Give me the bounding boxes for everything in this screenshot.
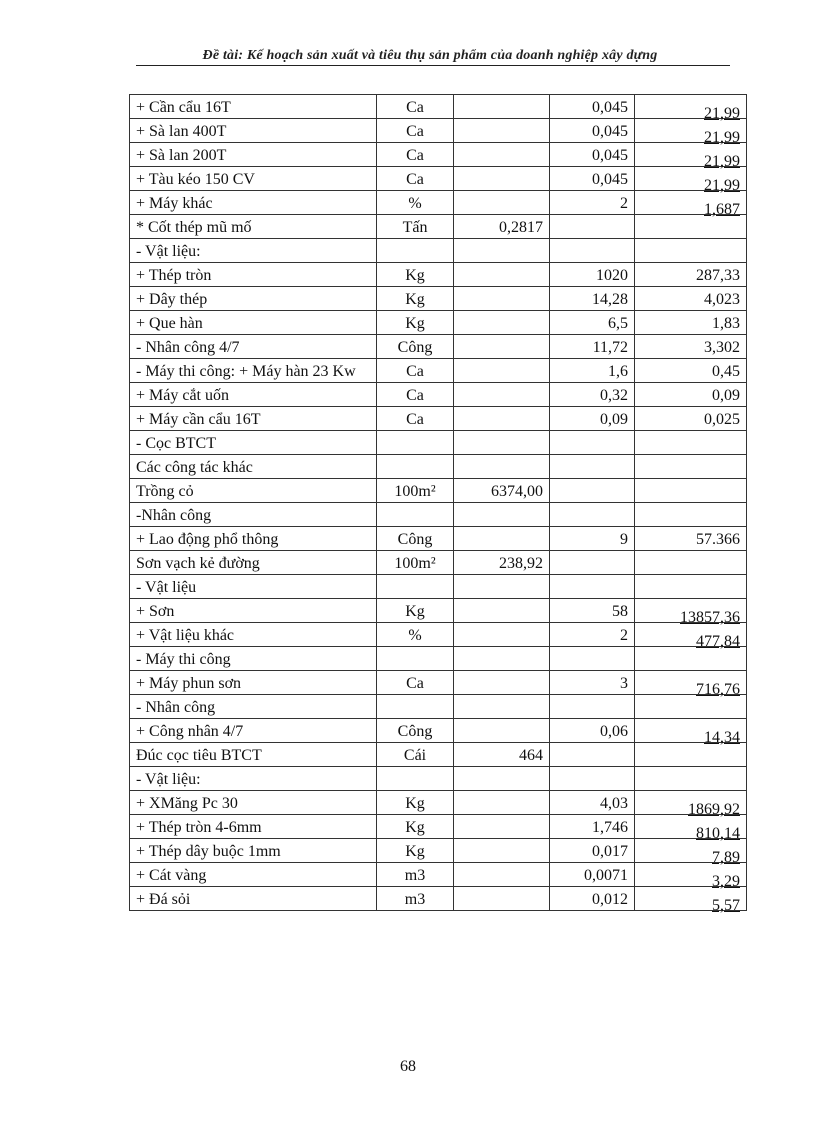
norm-cell — [550, 551, 635, 575]
unit-cell: Kg — [377, 311, 454, 335]
quantity-cell — [454, 311, 550, 335]
unit-cell: Ca — [377, 407, 454, 431]
value-cell — [635, 119, 747, 146]
item-cell: + Thép tròn 4-6mm — [130, 815, 377, 839]
item-cell: - Nhân công — [130, 695, 377, 719]
item-cell: + Máy phun sơn — [130, 671, 377, 695]
value-cell: 1,83 — [635, 311, 747, 335]
quantity-cell — [454, 191, 550, 215]
norm-cell: 0,06 — [550, 719, 635, 743]
item-cell: + Lao động phổ thông — [130, 527, 377, 551]
unit-cell: Ca — [377, 383, 454, 407]
quantity-cell — [454, 359, 550, 383]
value-cell: 0,45 — [635, 359, 747, 383]
value-cell — [635, 863, 747, 890]
value-cell — [635, 431, 747, 455]
value-cell — [635, 623, 747, 650]
item-cell: + Thép dây buộc 1mm — [130, 839, 377, 863]
table-row — [130, 527, 747, 551]
quantity-cell: 238,92 — [454, 551, 550, 575]
table-row — [130, 767, 747, 791]
norm-cell — [550, 575, 635, 599]
table-row — [130, 503, 747, 527]
value-cell — [635, 503, 747, 527]
item-cell: - Vật liệu: — [130, 767, 377, 791]
norm-cell — [550, 647, 635, 671]
table-row — [130, 743, 747, 767]
norm-cell — [550, 239, 635, 263]
table-row — [130, 431, 747, 455]
unit-cell: Kg — [377, 839, 454, 863]
unit-cell: Công — [377, 527, 454, 551]
item-cell: + Dây thép — [130, 287, 377, 311]
unit-cell: % — [377, 623, 454, 647]
value-text: 21,99 — [704, 105, 740, 122]
unit-cell: Kg — [377, 815, 454, 839]
page-number: 68 — [400, 1058, 416, 1075]
quantity-cell — [454, 119, 550, 143]
quantity-cell — [454, 263, 550, 287]
value-cell — [635, 791, 747, 818]
item-cell: + Thép tròn — [130, 263, 377, 287]
quantity-cell — [454, 815, 550, 839]
quantity-cell — [454, 287, 550, 311]
item-cell: - Máy thi công — [130, 647, 377, 671]
quantity-cell — [454, 527, 550, 551]
norm-cell: 6,5 — [550, 311, 635, 335]
value-cell — [635, 191, 747, 218]
quantity-cell — [454, 839, 550, 863]
value-text: 1869,92 — [688, 801, 740, 818]
unit-cell: Công — [377, 335, 454, 359]
unit-cell: Ca — [377, 671, 454, 695]
value-cell — [635, 215, 747, 239]
value-text: 14,34 — [704, 729, 740, 746]
norm-cell: 4,03 — [550, 791, 635, 815]
norm-cell: 0,32 — [550, 383, 635, 407]
item-cell: + Đá sỏi — [130, 887, 377, 911]
value-text: 13857,36 — [680, 609, 740, 626]
value-cell — [635, 479, 747, 503]
table-row — [130, 887, 747, 911]
value-text: 716,76 — [696, 681, 740, 698]
quantity-cell — [454, 791, 550, 815]
table-row — [130, 407, 747, 431]
value-cell: 287,33 — [635, 263, 747, 287]
value-cell — [635, 719, 747, 746]
quantity-cell: 464 — [454, 743, 550, 767]
table-row — [130, 719, 747, 743]
norm-cell: 0,017 — [550, 839, 635, 863]
norm-cell: 11,72 — [550, 335, 635, 359]
table-row — [130, 359, 747, 383]
norm-cell: 2 — [550, 191, 635, 215]
item-cell: * Cốt thép mũ mố — [130, 215, 377, 239]
value-cell — [635, 815, 747, 842]
unit-cell: Kg — [377, 287, 454, 311]
norm-cell: 0,045 — [550, 167, 635, 191]
norm-cell: 1,6 — [550, 359, 635, 383]
value-cell — [635, 167, 747, 194]
value-cell — [635, 575, 747, 599]
unit-cell: Ca — [377, 359, 454, 383]
item-cell: Các công tác khác — [130, 455, 377, 479]
unit-cell: % — [377, 191, 454, 215]
item-cell: - Nhân công 4/7 — [130, 335, 377, 359]
value-cell — [635, 887, 747, 914]
table-row — [130, 167, 747, 191]
value-cell: 3,302 — [635, 335, 747, 359]
item-cell: Trồng cỏ — [130, 479, 377, 503]
quantity-cell — [454, 455, 550, 479]
table-row — [130, 815, 747, 839]
quantity-cell — [454, 431, 550, 455]
page-header — [130, 48, 730, 68]
value-cell — [635, 767, 747, 791]
value-text: 5,57 — [712, 897, 740, 914]
value-text: 21,99 — [704, 153, 740, 170]
table-row — [130, 215, 747, 239]
value-text: 1,687 — [704, 201, 740, 218]
table-row — [130, 287, 747, 311]
quantity-cell: 6374,00 — [454, 479, 550, 503]
table-row — [130, 239, 747, 263]
table-row — [130, 647, 747, 671]
value-cell — [635, 599, 747, 626]
norm-cell: 0,0071 — [550, 863, 635, 887]
table-row — [130, 119, 747, 143]
quantity-cell — [454, 407, 550, 431]
value-text: 810,14 — [696, 825, 740, 842]
norm-cell — [550, 503, 635, 527]
norm-cell: 0,045 — [550, 119, 635, 143]
item-cell: + Sà lan 400T — [130, 119, 377, 143]
item-cell: - Cọc BTCT — [130, 431, 377, 455]
cost-table — [129, 94, 747, 914]
table-row — [130, 143, 747, 167]
unit-cell: Ca — [377, 95, 454, 119]
norm-cell: 2 — [550, 623, 635, 647]
quantity-cell — [454, 599, 550, 623]
unit-cell: m3 — [377, 887, 454, 911]
quantity-cell — [454, 335, 550, 359]
table-row — [130, 191, 747, 215]
value-text: 21,99 — [704, 177, 740, 194]
item-cell: + Công nhân 4/7 — [130, 719, 377, 743]
value-text: 21,99 — [704, 129, 740, 146]
norm-cell: 0,012 — [550, 887, 635, 911]
item-cell: Đúc cọc tiêu BTCT — [130, 743, 377, 767]
quantity-cell — [454, 671, 550, 695]
quantity-cell — [454, 95, 550, 119]
table-row — [130, 839, 747, 863]
unit-cell: 100m² — [377, 479, 454, 503]
table-row — [130, 335, 747, 359]
item-cell: + Máy cần cẩu 16T — [130, 407, 377, 431]
norm-cell: 0,045 — [550, 143, 635, 167]
quantity-cell — [454, 887, 550, 911]
value-cell — [635, 239, 747, 263]
table-row — [130, 695, 747, 719]
item-cell: + Máy cắt uốn — [130, 383, 377, 407]
item-cell: + Tàu kéo 150 CV — [130, 167, 377, 191]
unit-cell — [377, 767, 454, 791]
item-cell: - Máy thi công: + Máy hàn 23 Kw — [130, 359, 377, 383]
unit-cell — [377, 455, 454, 479]
norm-cell — [550, 695, 635, 719]
item-cell: + Sà lan 200T — [130, 143, 377, 167]
table-row — [130, 599, 747, 623]
table-row — [130, 95, 747, 119]
value-cell: 57.366 — [635, 527, 747, 551]
value-cell — [635, 95, 747, 122]
value-cell: 0,09 — [635, 383, 747, 407]
unit-cell: Kg — [377, 791, 454, 815]
value-text: 477,84 — [696, 633, 740, 650]
quantity-cell — [454, 767, 550, 791]
value-cell — [635, 143, 747, 170]
quantity-cell — [454, 863, 550, 887]
item-cell: -Nhân công — [130, 503, 377, 527]
value-cell — [635, 695, 747, 719]
table-row — [130, 671, 747, 695]
norm-cell: 9 — [550, 527, 635, 551]
norm-cell — [550, 479, 635, 503]
norm-cell: 58 — [550, 599, 635, 623]
norm-cell — [550, 431, 635, 455]
unit-cell — [377, 503, 454, 527]
unit-cell: 100m² — [377, 551, 454, 575]
item-cell: + Que hàn — [130, 311, 377, 335]
quantity-cell — [454, 647, 550, 671]
table-row — [130, 791, 747, 815]
value-text: 3,29 — [712, 873, 740, 890]
unit-cell: Ca — [377, 167, 454, 191]
value-text: 7,89 — [712, 849, 740, 866]
norm-cell: 3 — [550, 671, 635, 695]
norm-cell: 14,28 — [550, 287, 635, 311]
item-cell: Sơn vạch kẻ đường — [130, 551, 377, 575]
value-cell — [635, 839, 747, 866]
unit-cell: Ca — [377, 143, 454, 167]
table-row — [130, 383, 747, 407]
table-row — [130, 551, 747, 575]
unit-cell: Tấn — [377, 215, 454, 239]
header-underline — [136, 65, 730, 66]
value-cell — [635, 647, 747, 671]
norm-cell: 0,09 — [550, 407, 635, 431]
table-row — [130, 311, 747, 335]
unit-cell — [377, 695, 454, 719]
quantity-cell — [454, 719, 550, 743]
table-row — [130, 575, 747, 599]
unit-cell: Cái — [377, 743, 454, 767]
norm-cell — [550, 767, 635, 791]
norm-cell — [550, 215, 635, 239]
quantity-cell — [454, 575, 550, 599]
norm-cell: 1,746 — [550, 815, 635, 839]
quantity-cell: 0,2817 — [454, 215, 550, 239]
value-cell — [635, 551, 747, 575]
unit-cell — [377, 431, 454, 455]
quantity-cell — [454, 239, 550, 263]
norm-cell — [550, 455, 635, 479]
table-row — [130, 479, 747, 503]
quantity-cell — [454, 695, 550, 719]
table-row — [130, 623, 747, 647]
norm-cell: 1020 — [550, 263, 635, 287]
quantity-cell — [454, 383, 550, 407]
quantity-cell — [454, 503, 550, 527]
item-cell: + Sơn — [130, 599, 377, 623]
value-cell — [635, 743, 747, 767]
norm-cell: 0,045 — [550, 95, 635, 119]
unit-cell — [377, 239, 454, 263]
unit-cell — [377, 575, 454, 599]
quantity-cell — [454, 167, 550, 191]
quantity-cell — [454, 623, 550, 647]
value-cell: 4,023 — [635, 287, 747, 311]
unit-cell: Kg — [377, 263, 454, 287]
value-cell — [635, 671, 747, 698]
item-cell: + Cát vàng — [130, 863, 377, 887]
norm-cell — [550, 743, 635, 767]
item-cell: - Vật liệu: — [130, 239, 377, 263]
unit-cell: m3 — [377, 863, 454, 887]
unit-cell: Ca — [377, 119, 454, 143]
unit-cell: Công — [377, 719, 454, 743]
item-cell: + Vật liệu khác — [130, 623, 377, 647]
table-row — [130, 863, 747, 887]
item-cell: + Máy khác — [130, 191, 377, 215]
item-cell: - Vật liệu — [130, 575, 377, 599]
unit-cell — [377, 647, 454, 671]
quantity-cell — [454, 143, 550, 167]
value-cell — [635, 455, 747, 479]
header-title: Đề tài: Kế hoạch sản xuất và tiêu thụ sản phẩm của doanh nghiệp xây dựng — [202, 48, 658, 63]
table-row — [130, 455, 747, 479]
item-cell: + XMăng Pc 30 — [130, 791, 377, 815]
value-cell: 0,025 — [635, 407, 747, 431]
table-row — [130, 263, 747, 287]
unit-cell: Kg — [377, 599, 454, 623]
table-body — [130, 95, 747, 914]
item-cell: + Cần cẩu 16T — [130, 95, 377, 119]
